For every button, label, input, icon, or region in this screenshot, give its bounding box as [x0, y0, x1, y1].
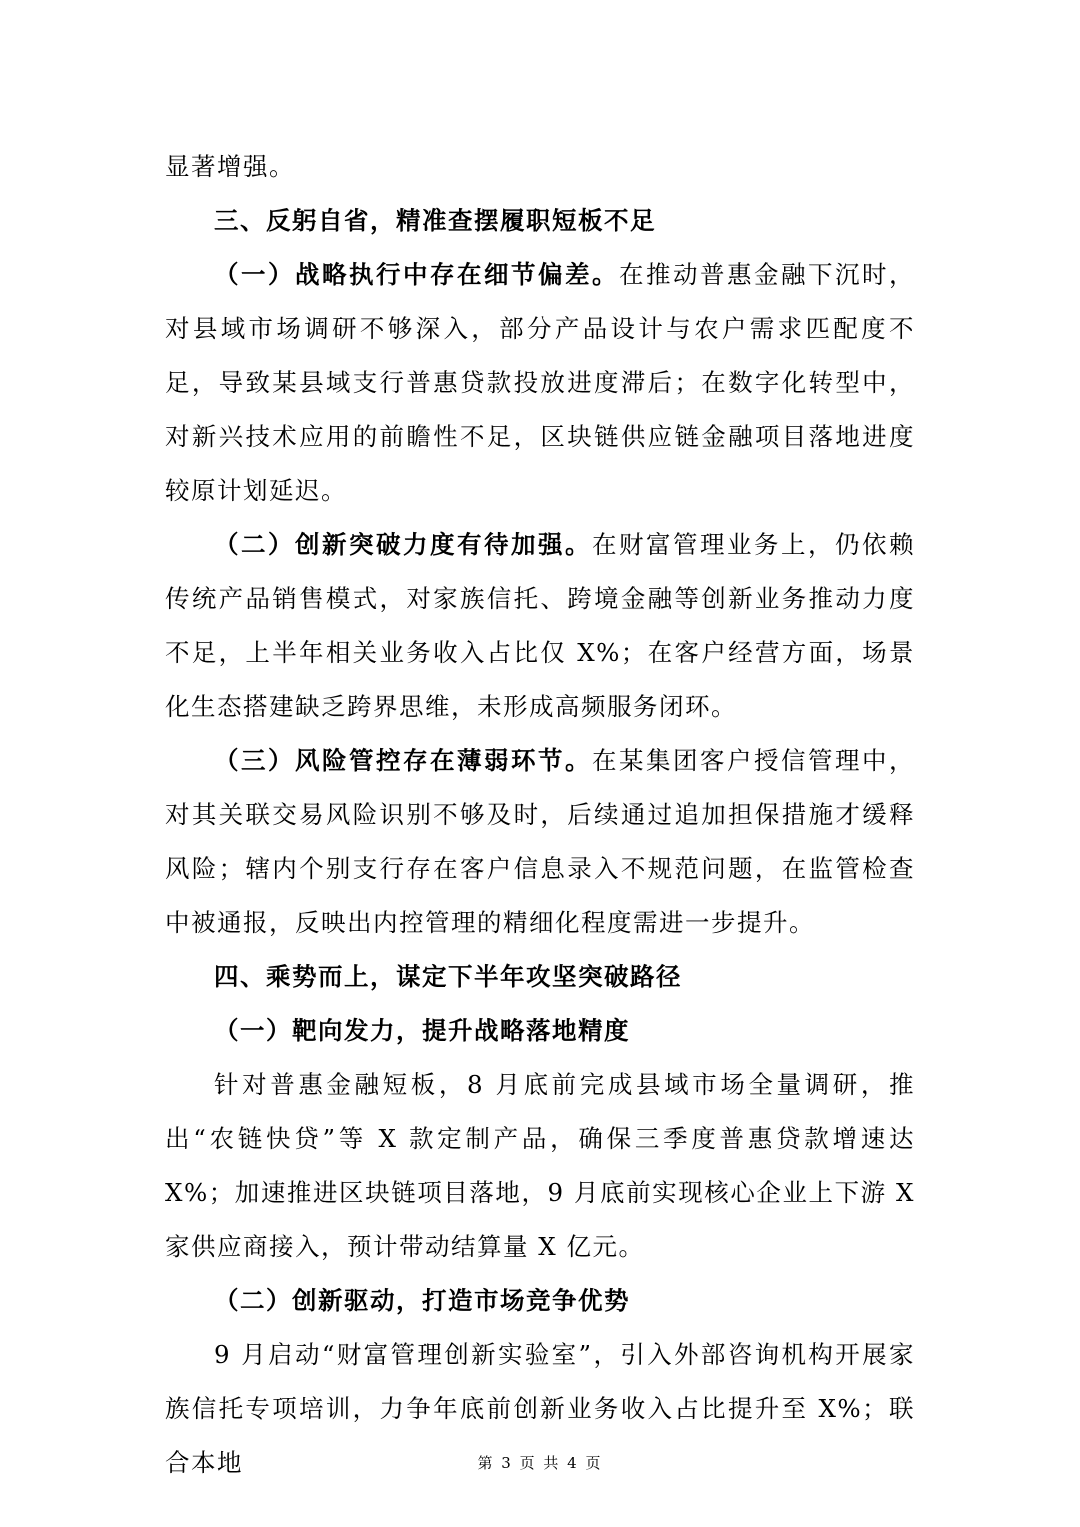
paragraph-3-3-lead: （三）风险管控存在薄弱环节。	[214, 746, 592, 775]
paragraph-3-2	[165, 518, 915, 734]
subsection-heading-4-2-text: （二）创新驱动，打造市场竞争优势	[214, 1286, 630, 1315]
paragraph-4-1: 针对普惠金融短板，8 月底前完成县域市场全量调研，推出“农链快贷”等 X 款定制产品，确保三季度普惠贷款增速达 X%；加速推进区块链项目落地，9 月底前实现核心企业上下游 X 家供应商接入，预计带动结算量 X 亿元。	[165, 1070, 915, 1261]
paragraph-4-2: 9 月启动“财富管理创新实验室”，引入外部咨询机构开展家族信托专项培训，力争年底前创新业务收入占比提升至 X%；联合本地	[165, 1340, 915, 1477]
paragraph-3-3	[165, 734, 915, 950]
subsection-heading-4-1	[165, 1004, 915, 1058]
paragraph-3-2-body: 在财富管理业务上，仍依赖传统产品销售模式，对家族信托、跨境金融等创新业务推动力度不足，上半年相关业务收入占比仅 X%；在客户经营方面，场景化生态搭建缺乏跨界思维，未形成高频服务闭环。	[165, 530, 915, 721]
paragraph-3-3-body: 在某集团客户授信管理中，对其关联交易风险识别不够及时，后续通过追加担保措施才缓释风险；辖内个别支行存在客户信息录入不规范问题，在监管检查中被通报，反映出内控管理的精细化程度需进一步提升。	[165, 746, 915, 937]
subsection-heading-4-1-text: （一）靶向发力，提升战略落地精度	[214, 1016, 630, 1045]
paragraph-3-2-lead: （二）创新突破力度有待加强。	[214, 530, 592, 559]
paragraph-3-1-body: 在推动普惠金融下沉时，对县域市场调研不够深入，部分产品设计与农户需求匹配度不足，导致某县域支行普惠贷款投放进度滞后；在数字化转型中，对新兴技术应用的前瞻性不足，区块链供应链金融项目落地进度较原计划延迟。	[165, 260, 915, 505]
section-heading-3: 三、反躬自省，精准查摆履职短板不足	[214, 206, 656, 235]
paragraph-3-1	[165, 248, 915, 518]
paragraph-3-1-lead: （一）战略执行中存在细节偏差。	[214, 260, 619, 289]
section-heading-4: 四、乘势而上，谋定下半年攻坚突破路径	[214, 962, 682, 991]
paragraph-continuation: 显著增强。	[165, 152, 295, 181]
page-footer: 第 3 页 共 4 页	[477, 1454, 603, 1472]
subsection-heading-4-2	[165, 1274, 915, 1328]
document-body	[165, 140, 915, 1490]
